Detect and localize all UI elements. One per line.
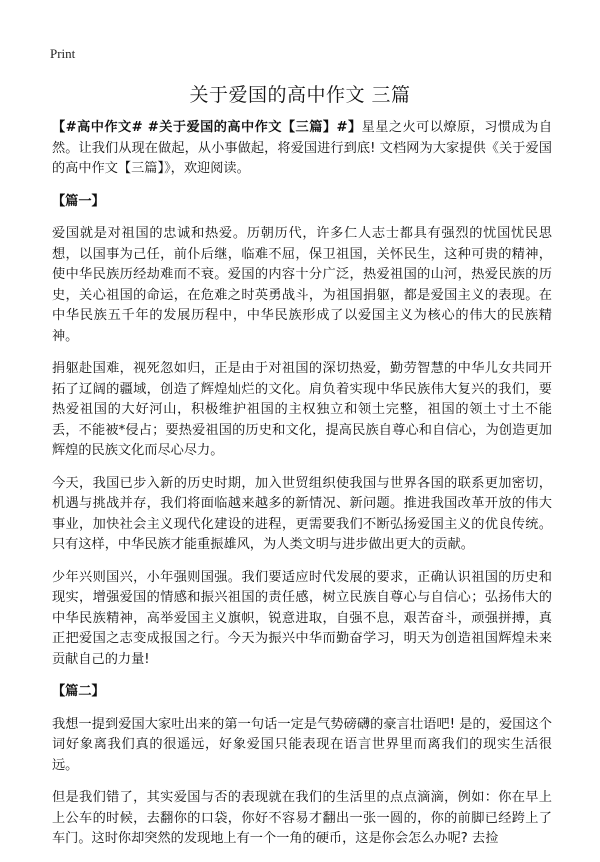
intro-tag: 【#高中作文# #关于爱国的高中作文【三篇】#】 [52,120,362,135]
paragraph: 但是我们错了，其实爱国与否的表现就在我们的生活里的点点滴滴，例如：你在早上上公车的时候，去翻你的口袋，你好不容易才翻出一张一圆的，你的前脚已经跨上了车门。这时你却突然的发现地上有一个一角的硬币，这是你会怎么办呢? 去捡 [52,790,552,846]
document-body [52,118,552,862]
intro-paragraph [52,118,552,180]
section-heading-1: 【篇一】 [52,193,105,209]
paragraph: 爱国就是对祖国的忠诚和热爱。历朝历代，许多仁人志士都具有强烈的忧国忧民思想，以国事为己任，前仆后继，临难不屈，保卫祖国，关怀民生，这种可贵的精神，使中华民族历经劫难而不衰。爱国的内容十分广泛，热爱祖国的山河，热爱民族的历史，关心祖国的命运，在危难之时英勇战斗，为祖国捐躯，都是爱国主义的表现。在中华民族五千年的发展历程中，中华民族形成了以爱国主义为核心的伟大的民族精神。 [52,226,552,344]
paragraph: 捐躯赴国难，视死忽如归，正是由于对祖国的深切热爱，勤劳智慧的中华儿女共同开拓了辽阔的疆域，创造了辉煌灿烂的文化。肩负着实现中华民族伟大复兴的我们，要热爱祖国的大好河山，积极维护祖国的主权独立和领土完整，祖国的领土寸土不能丢，不能被*侵占；要热爱祖国的历史和文化，提高民族自尊心和自信心，为创造更加辉煌的民族文化而尽心尽力。 [52,361,552,458]
print-link[interactable]: Print [50,46,76,61]
paragraph: 今天，我国已步入新的历史时期，加入世贸组织使我国与世界各国的联系更加密切，机遇与挑战并存，我们将面临越来越多的新情况、新问题。推进我国改革开放的伟大事业，加快社会主义现代化建设的进程，更需要我们不断弘扬爱国主义的优良传统。只有这样，中华民族才能重振雄风，为人类文明与进步做出更大的贡献。 [52,475,552,552]
page-title: 关于爱国的高中作文 三篇 [189,84,411,106]
section-heading-2: 【篇二】 [52,684,105,699]
intro-text: 星星之火可以燎原，习惯成为自然。让我们从现在做起，从小事做起，将爱国进行到底! 文档网为大家提供《关于爱国的高中作文【三篇】》，欢迎阅读。 [52,120,553,176]
paragraph: 我想一提到爱国大家吐出来的第一句话一定是气势磅礴的豪言壮语吧! 是的，爱国这个词好象离我们真的很遥远，好象爱国只能表现在语言世界里而离我们的现实生活很远。 [52,716,552,773]
paragraph: 少年兴则国兴，小年强则国强。我们要适应时代发展的要求，正确认识祖国的历史和现实，增强爱国的情感和振兴祖国的责任感，树立民族自尊心与自信心；弘扬伟大的中华民族精神，高举爱国主义旗帜，锐意进取，自强不息，艰苦奋斗，顽强拼搏，真正把爱国之志变成报国之行。今天为振兴中华而勤奋学习，明天为创造祖国辉煌未来贡献自己的力量! [52,569,552,667]
